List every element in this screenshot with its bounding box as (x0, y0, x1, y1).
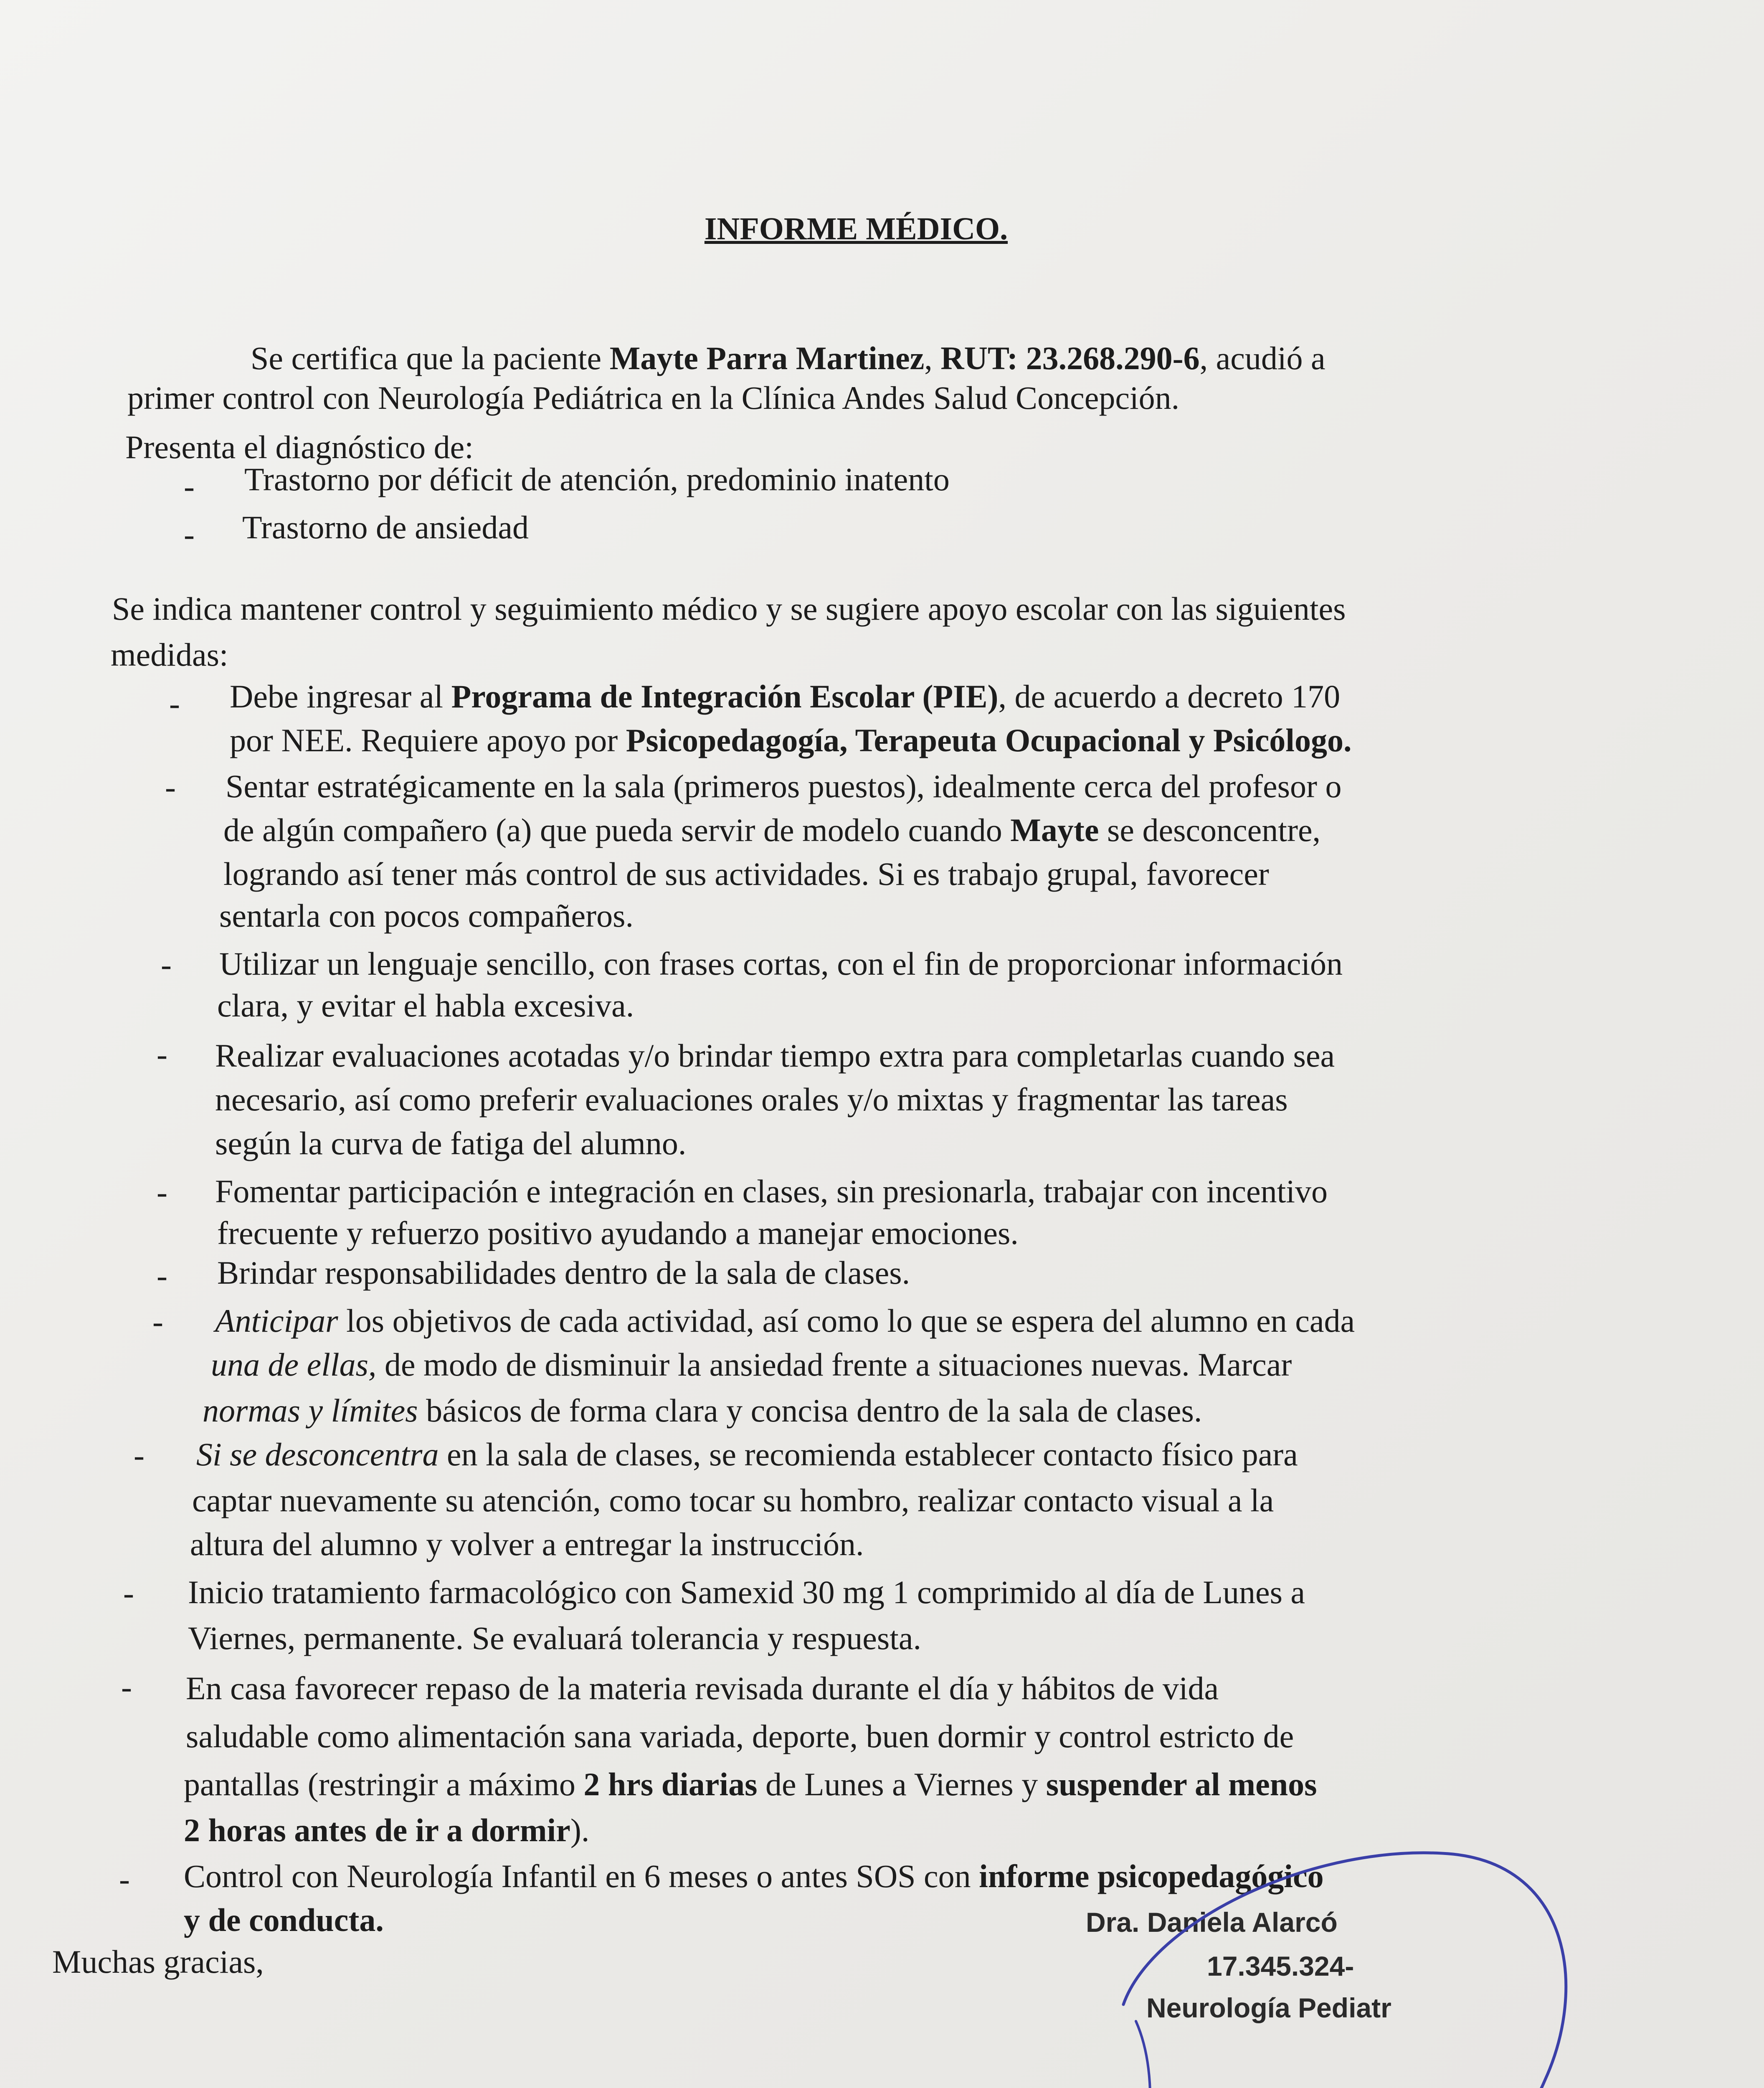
measure-text-italic: normas y límites (203, 1392, 418, 1429)
measures-intro-line: medidas: (111, 636, 228, 673)
intro-text-3: , acudió a (1199, 340, 1326, 376)
diagnosis-item: Trastorno por déficit de atención, predominio inatento (244, 461, 950, 497)
measure-5-line-1: Fomentar participación e integración en clases, sin presionarla, trabajar con incentivo (215, 1173, 1328, 1209)
measure-5-line-2: frecuente y refuerzo positivo ayudando a manejar emociones. (217, 1215, 1019, 1251)
measure-dash: - (121, 1669, 132, 1705)
measure-dash: - (157, 1257, 167, 1294)
measure-text: por NEE. Requiere apoyo por (230, 722, 626, 758)
measure-dash: - (161, 946, 172, 983)
diagnosis-item: Trastorno de ansiedad (242, 509, 529, 545)
measure-text: Debe ingresar al (230, 678, 451, 715)
measure-dash: - (123, 1575, 134, 1611)
measure-text: de Lunes a Viernes y (757, 1766, 1046, 1802)
measure-text-italic: Si se desconcentra (196, 1436, 439, 1472)
measure-dash: - (157, 1174, 167, 1210)
intro-text-1: Se certifica que la paciente (251, 340, 610, 376)
measure-dash: - (169, 685, 180, 722)
measure-4-line-3: según la curva de fatiga del alumno. (215, 1125, 687, 1161)
diagnosis-dash: - (184, 516, 195, 552)
screen-suspend: 2 horas antes de ir a dormir (184, 1812, 570, 1848)
measure-dash: - (119, 1861, 130, 1897)
signature-stroke-2 (1136, 2021, 1150, 2088)
measure-8-line-2: captar nuevamente su atención, como tocar su hombro, realizar contacto visual a la (192, 1482, 1274, 1518)
measure-text: ). (570, 1812, 590, 1848)
closing-text: Muchas gracias, (52, 1944, 264, 1980)
measure-9-line-1: Inicio tratamiento farmacológico con Samexid 30 mg 1 comprimido al día de Lunes a (188, 1574, 1305, 1610)
screen-suspend: suspender al menos (1046, 1766, 1317, 1802)
measure-4-line-1: Realizar evaluaciones acotadas y/o brindar tiempo extra para completarlas cuando sea (215, 1037, 1335, 1074)
measure-8-line-3: altura del alumno y volver a entregar la instrucción. (190, 1526, 864, 1562)
measure-text: los objetivos de cada actividad, así como lo que se espera del alumno en cada (338, 1302, 1355, 1339)
measure-1-line-1 (230, 674, 1340, 719)
intro-line-1 (251, 336, 1326, 380)
measure-3-line-1: Utilizar un lenguaje sencillo, con frases cortas, con el fin de proporcionar información (219, 945, 1343, 982)
measure-11-line-1 (184, 1854, 1324, 1898)
measure-dash: - (157, 1036, 167, 1072)
doctor-stamp-id: 17.345.324- (1207, 1951, 1354, 1982)
measure-3-line-2: clara, y evitar el habla excesiva. (217, 987, 634, 1024)
measure-text: de modo de disminuir la ansiedad frente a situaciones nuevas. Marcar (376, 1346, 1292, 1383)
doctor-stamp-dept: Neurología Pediatr (1146, 1992, 1391, 2023)
measure-2-line-2 (223, 808, 1320, 852)
support-specialists: Psicopedagogía, Terapeuta Ocupacional y Psicólogo. (626, 722, 1352, 758)
measure-dash: - (165, 769, 176, 805)
measure-1-line-2 (230, 718, 1351, 763)
measure-text: de algún compañero (a) que pueda servir de modelo cuando (223, 812, 1011, 848)
measure-dash: - (134, 1437, 144, 1473)
measure-2-line-3: logrando así tener más control de sus actividades. Si es trabajo grupal, favorecer (223, 856, 1269, 892)
measure-7-line-3 (203, 1389, 1202, 1433)
measure-10-line-3 (184, 1762, 1317, 1807)
measure-9-line-2: Viernes, permanente. Se evaluará tolerancia y respuesta. (188, 1620, 921, 1656)
measure-8-line-1 (196, 1432, 1298, 1477)
page-title: INFORME MÉDICO. (704, 211, 1008, 246)
measure-10-line-1: En casa favorecer repaso de la materia revisada durante el día y hábitos de vida (186, 1670, 1219, 1706)
pie-program: Programa de Integración Escolar (PIE) (451, 678, 999, 715)
measure-text-italic: una de ellas, (211, 1346, 377, 1383)
measure-text: Control con Neurología Infantil en 6 meses o antes SOS con (184, 1858, 979, 1894)
measure-2-line-4: sentarla con pocos compañeros. (219, 897, 634, 934)
patient-rut: RUT: 23.268.290-6 (940, 340, 1200, 376)
patient-name: Mayte Parra Martinez (609, 340, 925, 376)
measure-11-line-2: y de conducta. (184, 1902, 384, 1938)
measure-text: pantallas (restringir a máximo (184, 1766, 584, 1802)
intro-text-2: , (924, 340, 941, 376)
measure-text: en la sala de clases, se recomienda establecer contacto físico para (438, 1436, 1298, 1472)
measure-4-line-2: necesario, así como preferir evaluaciones orales y/o mixtas y fragmentar las tareas (215, 1081, 1288, 1117)
measure-7-line-2 (211, 1343, 1292, 1387)
measure-10-line-2: saludable como alimentación sana variada, deporte, buen dormir y control estricto de (186, 1718, 1294, 1754)
measure-text: se desconcentre, (1099, 812, 1321, 848)
measure-2-line-1: Sentar estratégicamente en la sala (primeros puestos), idealmente cerca del profesor o (226, 768, 1342, 804)
measure-6-line-1: Brindar responsabilidades dentro de la sala de clases. (217, 1254, 910, 1291)
doctor-stamp-name: Dra. Daniela Alarcó (1086, 1907, 1338, 1938)
signature-name (1130, 2086, 1515, 2088)
measure-text-italic: Anticipar (215, 1302, 338, 1339)
measures-intro-line: Se indica mantener control y seguimiento médico y se sugiere apoyo escolar con las siguientes (112, 590, 1346, 627)
measure-text: básicos de forma clara y concisa dentro de la sala de clases. (418, 1392, 1202, 1429)
intro-line-3: Presenta el diagnóstico de: (125, 429, 474, 465)
diagnosis-dash: - (184, 468, 195, 504)
measure-dash: - (152, 1303, 163, 1340)
measure-text: , de acuerdo a decreto 170 (998, 678, 1341, 715)
patient-first-name: Mayte (1010, 812, 1099, 848)
measure-10-line-4 (184, 1808, 589, 1852)
screen-time-limit: 2 hrs diarias (583, 1766, 758, 1802)
followup-report: informe psicopedagógico (979, 1858, 1324, 1894)
measure-7-line-1 (215, 1299, 1355, 1343)
intro-line-2: primer control con Neurología Pediátrica en la Clínica Andes Salud Concepción. (127, 380, 1180, 416)
